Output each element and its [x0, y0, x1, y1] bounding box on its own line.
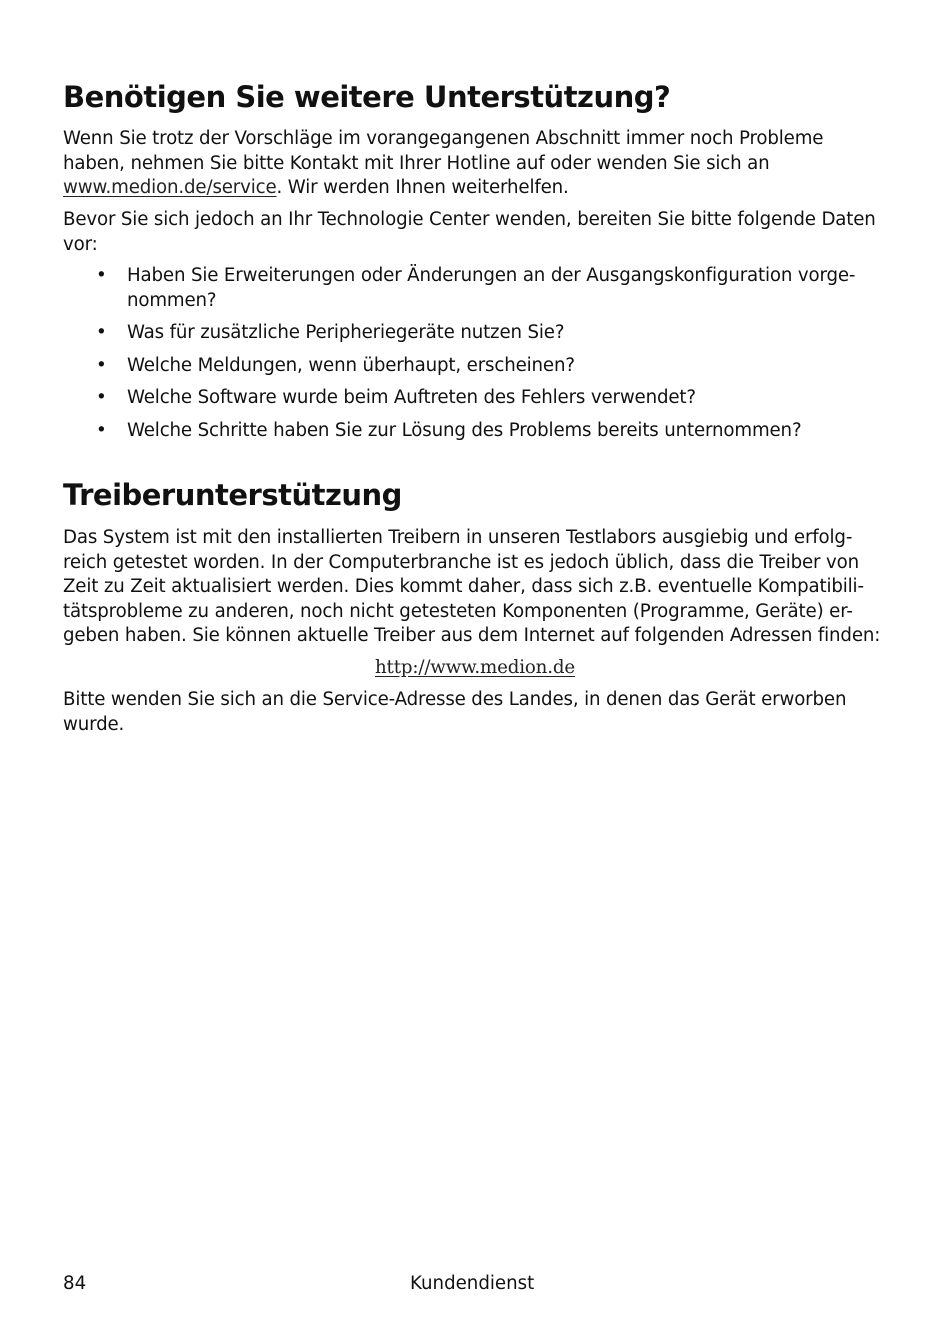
text-line: Haben Sie Erweiterungen oder Änderungen an der Ausgangskonfiguration vorge- — [127, 265, 856, 286]
driver-link-line — [63, 656, 887, 681]
section-heading-drivers: Treiberunterstützung — [63, 478, 402, 512]
text-line: geben haben. Sie können aktuelle Treiber aus dem Internet auf folgenden Adressen finden: — [63, 625, 881, 646]
list-item — [63, 386, 887, 411]
section-heading-support: Benötigen Sie weitere Unterstützung? — [63, 80, 671, 114]
text-line: Zeit zu Zeit aktualisiert werden. Dies kommt daher, dass sich z.B. eventuelle Kompatibili- — [63, 576, 864, 597]
paragraph-service-address — [63, 688, 887, 737]
list-item — [63, 321, 887, 346]
text-fragment: . Wir werden Ihnen weiterhelfen. — [276, 177, 569, 198]
text-line: tätsprobleme zu anderen, noch nicht getesteten Komponenten (Programme, Geräte) er- — [63, 600, 853, 622]
checklist — [63, 264, 887, 443]
text-line: Bevor Sie sich jedoch an Ihr Technologie Center wenden, bereiten Sie bitte folgende Daten — [63, 209, 876, 230]
list-item — [63, 354, 887, 379]
text-line: vor: — [63, 233, 98, 255]
bullet-icon: • — [96, 387, 107, 408]
paragraph-support-intro — [63, 127, 887, 201]
bullet-icon: • — [96, 265, 107, 286]
list-item — [63, 419, 887, 444]
bullet-icon: • — [96, 322, 107, 343]
paragraph-driver-info — [63, 526, 887, 649]
text-line: haben, nehmen Sie bitte Kontakt mit Ihrer Hotline auf oder wenden Sie sich an — [63, 152, 770, 174]
text-line: nommen? — [127, 289, 217, 311]
medion-website-link[interactable]: http://www.medion.de — [374, 657, 575, 678]
paragraph-prepare-data — [63, 208, 887, 257]
text-line: Das System ist mit den installierten Treibern in unseren Testlabors ausgiebig und erfolg- — [63, 527, 853, 548]
text-line: wurde. — [63, 713, 125, 735]
bullet-icon: • — [96, 419, 107, 441]
text-line: Welche Software wurde beim Auftreten des Fehlers verwendet? — [127, 387, 696, 408]
text-line: Bitte wenden Sie sich an die Service-Adresse des Landes, in denen das Gerät erworben — [63, 689, 847, 710]
service-link[interactable]: www.medion.de/service — [63, 177, 277, 198]
text-line: Wenn Sie trotz der Vorschläge im vorangegangenen Abschnitt immer noch Probleme — [63, 128, 824, 149]
text-line — [63, 176, 887, 201]
text-line: Was für zusätzliche Peripheriegeräte nutzen Sie? — [127, 322, 565, 343]
footer-title: Kundendienst — [410, 1273, 535, 1294]
text-line: Welche Schritte haben Sie zur Lösung des Problems bereits unternommen? — [127, 419, 802, 441]
text-line: reich getestet worden. In der Computerbranche ist es jedoch üblich, dass die Treiber von — [63, 551, 859, 573]
list-item — [63, 264, 887, 313]
page-number: 84 — [63, 1273, 87, 1294]
text-line: Welche Meldungen, wenn überhaupt, erscheinen? — [127, 354, 575, 376]
bullet-icon: • — [96, 354, 107, 376]
